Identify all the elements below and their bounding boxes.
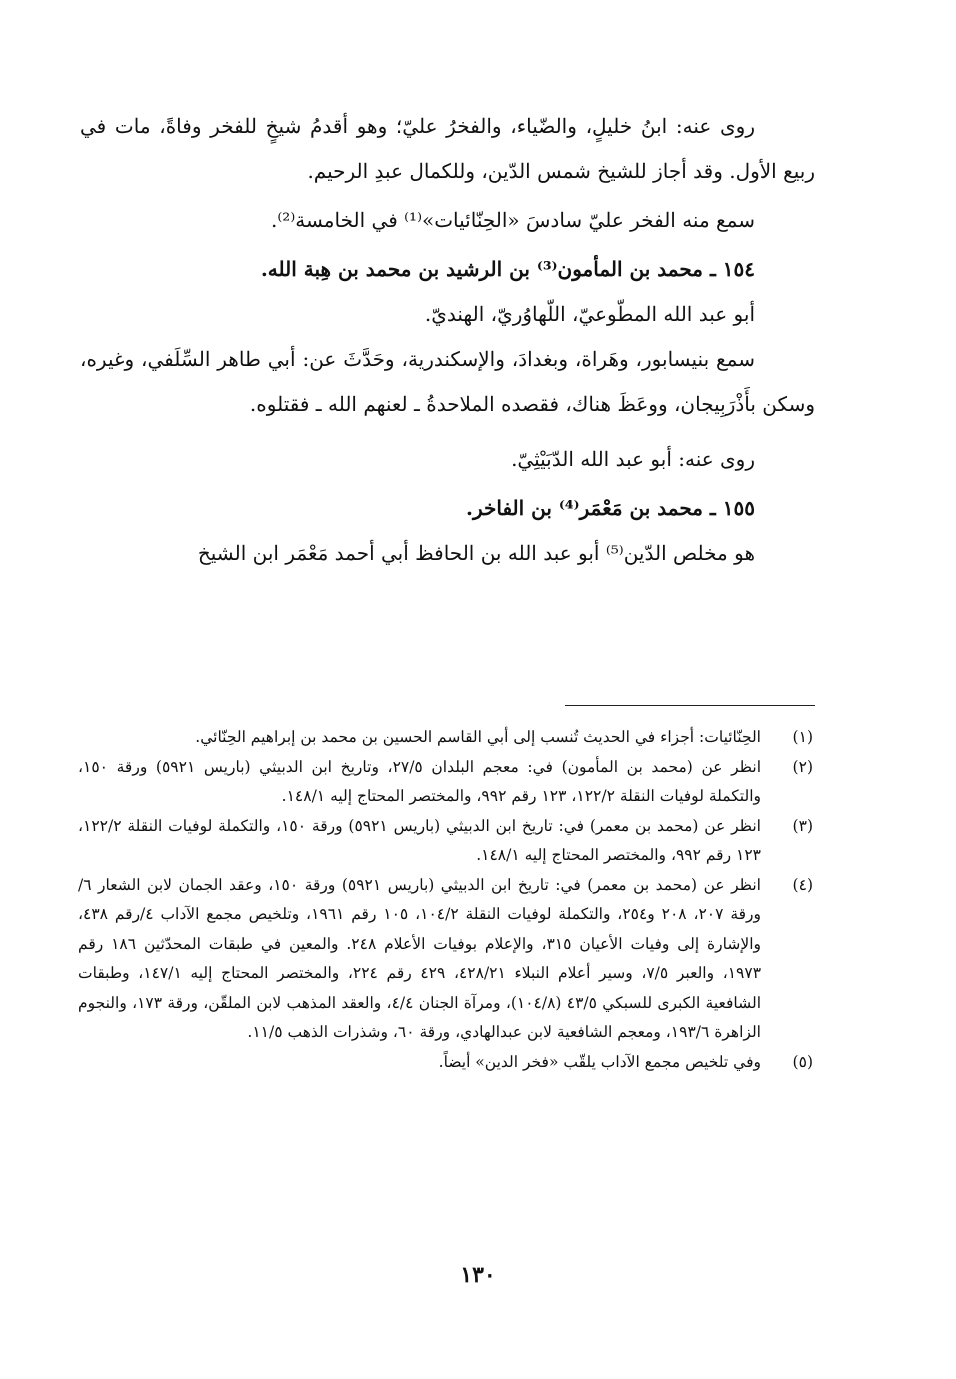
footnote-number: (١) <box>792 728 813 746</box>
footnote-3 <box>78 812 813 871</box>
footnote-number: (٢) <box>792 757 813 776</box>
footnote-number: (٤) <box>792 875 813 894</box>
footnote-1 <box>78 723 813 753</box>
footnote-5 <box>78 1048 813 1078</box>
footnotes <box>78 723 813 1077</box>
paragraph-rawa-1: روى عنه: ابنُ خليلٍ، والضّياء، والفخرُ عليّ؛ وهو أقدمُ شيخٍ للفخر وفاةً، مات في ربيع الأول. وقد أجاز للشيخ شمس الدّين، وللكمال عبدِ الرحيم. <box>80 114 815 183</box>
footnote-divider <box>565 705 815 706</box>
footnote-text: انظر عن (محمد بن معمر) في: تاريخ ابن الدبيثي (باريس ٥٩٢١) ورقة ١٥٠، والتكملة لوفيات النقلة ١٢٢/٢، ١٢٣ رقم ٩٩٢، والمختصر المحتاج إليه ١٤٨/١. <box>78 816 761 864</box>
footnote-number: (٣) <box>792 816 813 835</box>
entry-155-title: ١٥٥ ـ محمد بن مَعْمَر⁽⁴⁾ بن الفاخر. <box>465 496 755 520</box>
entry-154-rawa: روى عنه: أبو عبد الله الدّبَيْثِيّ. <box>511 447 755 471</box>
entry-155-line: هو مخلص الدّين⁽⁵⁾ أبو عبد الله بن الحافظ أبي أحمد مَعْمَر ابن الشيخ <box>197 541 755 565</box>
paragraph-sama: سمع منه الفخر عليّ سادسَ «الحِنّائيات»⁽¹⁾ في الخامسة⁽²⁾. <box>271 208 755 232</box>
entry-154-body: سمع بنيسابور، وهَراة، وبغدادَ، والإسكندرية، وحَدَّثَ عن: أبي طاهر السِّلَفي، وغيره، وسكن بأَذْرَبِيجان، ووعَظَ هناك، فقصده الملاحدةُ ـ لعنهم الله ـ فقتلوه. <box>80 347 815 416</box>
footnote-4 <box>78 871 813 1048</box>
footnote-text: انظر عن (محمد بن معمر) في: تاريخ ابن الدبيثي (باريس ٥٩٢١) ورقة ١٥٠، وعقد الجمان لابن الشعار ٦/ورقة ٢٠٧، ٢٠٨ و٢٥٤، والتكملة لوفيات النقلة ١٠٤/٢، ١٠٥ رقم ١٩٦١، وتلخيص مجمع الآداب ٤/رقم ٤٣٨، والإشارة إلى وفيات الأعيان ٣١٥، والإعلام بوفيات الأعلام ٢٤٨. والمعين في طبقات المحدّثين ١٨٦ رقم ١٩٧٣، والعبر ٧/٥، وسير أعلام النبلاء ٤٢٨/٢١، ٤٢٩ رقم ٢٢٤، والمختصر المحتاج إليه ١٤٧/١، وطبقات الشافعية الكبرى للسبكي ٤٣/٥ (١٠٤/٨)، ومرآة الجنان ٤/٤، والعقد المذهب لابن الملقّن، ورقة ١٧٣، والنجوم الزاهرة ١٩٣/٦، ومعجم الشافعية لابن عبدالهادي، ورقة ٦٠، وشذرات الذهب ١١/٥. <box>78 875 762 1041</box>
page-number: ١٣٠ <box>460 1262 496 1288</box>
footnote-text: وفي تلخيص مجمع الآداب يلقّب «فخر الدين» أيضاً. <box>438 1052 761 1071</box>
main-text <box>80 104 815 576</box>
footnote-text: الحِنّائيات: أجزاء في الحديث تُنسب إلى أبي القاسم الحسين بن محمد بن إبراهيم الحِنّائي. <box>195 728 761 746</box>
footnote-text: انظر عن (محمد بن المأمون) في: معجم البلدان ٢٧/٥، وتاريخ ابن الدبيثي (باريس ٥٩٢١) ورقة ١٥٠، والتكملة لوفيات النقلة ١٢٢/٢، ١٢٣ رقم ٩٩٢، والمختصر المحتاج إليه ١٤٨/١. <box>78 757 762 805</box>
entry-154-kunya: أبو عبد الله المطّوعيّ، اللّهاوُريّ، الهنديّ. <box>424 302 755 326</box>
footnote-number: (٥) <box>792 1052 813 1071</box>
footnote-2 <box>78 753 813 812</box>
entry-154-title: ١٥٤ ـ محمد بن المأمون⁽³⁾ بن الرشيد بن محمد بن هِبة الله. <box>260 257 755 281</box>
